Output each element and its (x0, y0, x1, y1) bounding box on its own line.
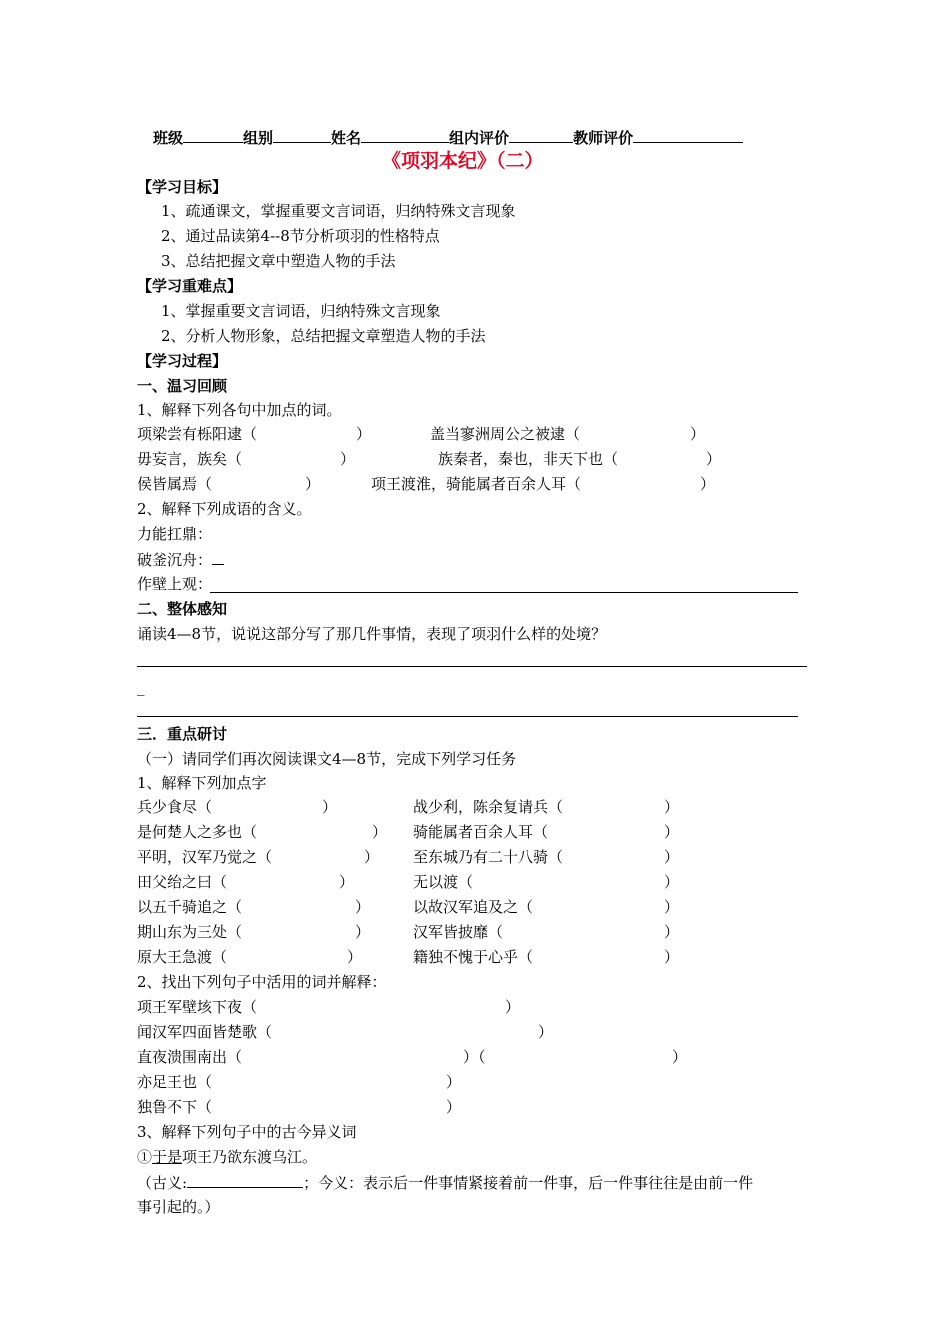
review-q1: 1、解释下列各句中加点的词。 (137, 401, 342, 419)
pair-7-right-close: ） (664, 948, 680, 966)
review-q2: 2、解释下列成语的含义。 (137, 500, 312, 518)
active-3-close: ） (672, 1048, 688, 1066)
difficulty-item-2: 2、分析人物形象，总结把握文章塑造人物的手法 (161, 327, 486, 345)
header-info (153, 126, 743, 149)
review-row-1a-close: ） (356, 425, 372, 443)
active-2: 闻汉军四面皆楚歌（ (137, 1023, 273, 1041)
group-eval-blank[interactable] (509, 126, 573, 143)
focus-q2: 2、找出下列句子中活用的词并解释： (137, 973, 387, 991)
pair-6-left-close: ） (355, 923, 371, 941)
review-row-1b-close: ） (690, 425, 706, 443)
goal-item-3: 3、总结把握文章中塑造人物的手法 (161, 252, 396, 270)
sentence-1-number: ① (137, 1148, 153, 1166)
review-row-2b-close: ） (706, 450, 722, 468)
active-1: 项王军壁垓下夜（ (137, 998, 258, 1016)
pair-3-right-close: ） (664, 848, 680, 866)
pair-1-left-close: ） (322, 798, 338, 816)
review-row-3a: 侯皆属焉（ (137, 475, 213, 493)
difficulties-heading: 【学习重难点】 (137, 277, 243, 295)
review-row-3b-close: ） (700, 475, 716, 493)
sentence-1-keyword: 于是 (152, 1148, 183, 1166)
pair-5-right: 以故汉军追及之（ (413, 898, 534, 916)
group-blank[interactable] (273, 126, 331, 143)
pair-1-right-close: ） (664, 798, 680, 816)
pair-4-right-close: ） (664, 873, 680, 891)
focus-intro: （一）请同学们再次阅读课文4—8节，完成下列学习任务 (137, 750, 517, 768)
idiom-3: 作壁上观： (137, 575, 213, 593)
active-4-close: ） (446, 1073, 462, 1091)
goals-heading: 【学习目标】 (137, 178, 228, 196)
overall-question: 诵读4—8节，说说这部分写了那几件事情，表现了项羽什么样的处境？ (137, 625, 607, 643)
active-5: 独鲁不下（ (137, 1098, 213, 1116)
review-row-1b: 盖当寥洲周公之被逮（ (430, 425, 581, 443)
pair-5-right-close: ） (664, 898, 680, 916)
pair-3-left: 平明，汉军乃觉之（ (137, 848, 273, 866)
group-label: 组别 (243, 129, 274, 147)
review-heading: 一、温习回顾 (137, 377, 228, 395)
idiom-1: 力能扛鼎： (137, 525, 213, 543)
pair-2-right: 骑能属者百余人耳（ (413, 823, 549, 841)
goal-item-1: 1、疏通课文，掌握重要文言词语，归纳特殊文言现象 (161, 202, 516, 220)
active-4: 亦足王也（ (137, 1073, 213, 1091)
review-row-3a-close: ） (305, 475, 321, 493)
overall-answer-line-1[interactable] (137, 666, 807, 667)
review-row-2a-close: ） (340, 450, 356, 468)
active-3: 直夜溃围南出（ (137, 1048, 243, 1066)
pair-2-left-close: ） (372, 823, 388, 841)
modern-meaning-text-2: 事引起的。） (137, 1198, 220, 1216)
pair-6-left: 期山东为三处（ (137, 923, 243, 941)
active-5-close: ） (446, 1098, 462, 1116)
ancient-meaning-label: （古义: (137, 1174, 188, 1192)
idiom-3-answer-line[interactable] (210, 592, 798, 593)
pair-5-left: 以五千骑追之（ (137, 898, 243, 916)
sentence-1 (137, 1146, 317, 1168)
review-row-2a: 毋妄言，族矣（ (137, 450, 243, 468)
class-label: 班级 (153, 129, 184, 147)
review-row-2b: 族秦者，秦也，非天下也（ (438, 450, 619, 468)
name-label: 姓名 (331, 129, 362, 147)
teacher-eval-label: 教师评价 (573, 129, 634, 147)
review-row-3b: 项王渡淮，骑能属者百余人耳（ (371, 475, 582, 493)
active-1-close: ） (505, 998, 521, 1016)
name-blank[interactable] (361, 126, 449, 143)
pair-5-left-close: ） (355, 898, 371, 916)
pair-1-left: 兵少食尽（ (137, 798, 213, 816)
pair-2-left: 是何楚人之多也（ (137, 823, 258, 841)
pair-3-right: 至东城乃有二十八骑（ (413, 848, 564, 866)
idiom-2-blank[interactable] (212, 548, 224, 565)
pair-2-right-close: ） (664, 823, 680, 841)
pair-7-left: 原大王急渡（ (137, 948, 228, 966)
pair-4-right: 无以渡（ (413, 873, 474, 891)
process-heading: 【学习过程】 (137, 352, 228, 370)
goal-item-2: 2、通过品读第4--8节分析项羽的性格特点 (161, 227, 440, 245)
pair-4-left: 田父绐之曰（ (137, 873, 228, 891)
page-title: 《项羽本纪》（二） (382, 150, 544, 172)
idiom-2: 破釜沉舟： (137, 551, 213, 569)
pair-7-right: 籍独不愧于心乎（ (413, 948, 534, 966)
pair-4-left-close: ） (339, 873, 355, 891)
meaning-row (137, 1171, 753, 1194)
ancient-meaning-blank[interactable] (187, 1171, 303, 1188)
active-3-mid: ）（ (463, 1048, 486, 1066)
pair-7-left-close: ） (347, 948, 363, 966)
overall-heading: 二、整体感知 (137, 600, 228, 618)
pair-1-right: 战少利，陈余复请兵（ (413, 798, 564, 816)
focus-heading: 三．重点研讨 (137, 725, 228, 743)
overall-dash: _ (137, 678, 145, 696)
class-blank[interactable] (183, 126, 243, 143)
overall-answer-line-2[interactable] (137, 716, 798, 717)
pair-3-left-close: ） (364, 848, 380, 866)
focus-q3: 3、解释下列句子中的古今异义词 (137, 1123, 357, 1141)
pair-6-right-close: ） (664, 923, 680, 941)
modern-meaning-text: ；今义：表示后一件事情紧接着前一件事，后一件事往往是由前一件 (303, 1174, 754, 1192)
active-2-close: ） (538, 1023, 554, 1041)
review-row-1a: 项梁尝有栎阳逮（ (137, 425, 258, 443)
sentence-1-rest: 项王乃欲东渡乌江。 (182, 1148, 318, 1166)
pair-6-right: 汉军皆披靡（ (413, 923, 504, 941)
idiom-2-row (137, 548, 224, 571)
teacher-eval-blank[interactable] (633, 126, 743, 143)
difficulty-item-1: 1、掌握重要文言词语，归纳特殊文言现象 (161, 302, 441, 320)
group-eval-label: 组内评价 (449, 129, 510, 147)
focus-q1: 1、解释下列加点字 (137, 774, 267, 792)
